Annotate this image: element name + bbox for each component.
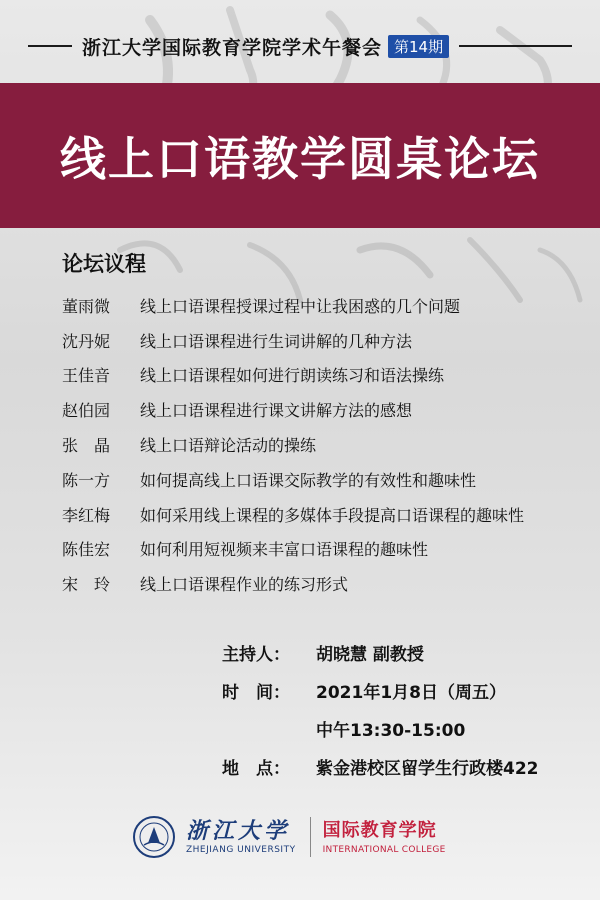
agenda-item <box>62 288 582 323</box>
time-value-2: 中午13:30-15:00 <box>316 720 466 741</box>
agenda-speaker: 沈丹妮 <box>62 331 111 351</box>
agenda-item <box>62 566 582 601</box>
agenda-speaker: 陈佳宏 <box>62 540 111 560</box>
agenda-item <box>62 323 582 358</box>
agenda-list <box>62 288 582 601</box>
agenda-speaker: 张 晶 <box>62 436 111 456</box>
header <box>28 32 572 60</box>
host-value: 胡晓慧 副教授 <box>316 644 424 665</box>
title-banner <box>0 83 600 228</box>
banner-title: 线上口语教学圆桌论坛 <box>60 131 540 186</box>
agenda-item <box>62 462 582 497</box>
footer-logos <box>132 812 446 862</box>
agenda-speaker: 王佳音 <box>62 366 111 386</box>
agenda-topic: 线上口语课程授课过程中让我困惑的几个问题 <box>140 296 461 316</box>
agenda-topic: 线上口语课程如何进行朗读练习和语法操练 <box>140 366 445 386</box>
header-rule-right <box>459 45 572 47</box>
agenda-heading: 论坛议程 <box>62 252 146 276</box>
host-row <box>222 633 592 671</box>
zju-english-name: ZHEJIANG UNIVERSITY <box>186 845 296 855</box>
college-english-name: INTERNATIONAL COLLEGE <box>322 844 446 855</box>
agenda-speaker: 董雨微 <box>62 296 111 316</box>
agenda-speaker: 赵伯园 <box>62 401 111 421</box>
zju-logo <box>186 819 296 855</box>
header-title: 浙江大学国际教育学院学术午餐会 <box>82 36 383 59</box>
agenda-speaker: 陈一方 <box>62 470 111 490</box>
time-label: 时 间： <box>222 682 290 703</box>
host-label: 主持人： <box>222 644 290 665</box>
time-row <box>222 671 592 709</box>
agenda-topic: 如何利用短视频来丰富口语课程的趣味性 <box>140 540 429 560</box>
agenda-item <box>62 532 582 567</box>
agenda-speaker: 李红梅 <box>62 505 111 525</box>
agenda-topic: 线上口语课程进行课文讲解方法的感想 <box>140 401 413 421</box>
issue-badge: 第14期 <box>388 35 449 58</box>
header-rule-left <box>28 45 72 47</box>
place-value: 紫金港校区留学生行政楼422 <box>316 758 539 779</box>
agenda-topic: 线上口语课程进行生词讲解的几种方法 <box>140 331 413 351</box>
time-value: 2021年1月8日（周五） <box>316 682 506 703</box>
agenda-topic: 线上口语辩论活动的操练 <box>140 436 317 456</box>
place-row <box>222 747 592 785</box>
agenda-item <box>62 358 582 393</box>
college-logo <box>323 820 446 855</box>
agenda-item <box>62 427 582 462</box>
time-row-2 <box>222 709 592 747</box>
zju-name: 浙江大学 <box>186 818 291 844</box>
place-label: 地 点： <box>222 758 290 779</box>
event-info <box>222 633 592 785</box>
agenda-item <box>62 497 582 532</box>
agenda-topic: 如何提高线上口语课交际教学的有效性和趣味性 <box>140 470 477 490</box>
agenda-topic: 线上口语课程作业的练习形式 <box>140 575 349 595</box>
college-name: 国际教育学院 <box>322 819 437 841</box>
logo-divider <box>310 817 311 857</box>
agenda-topic: 如何采用线上课程的多媒体手段提高口语课程的趣味性 <box>140 505 525 525</box>
agenda-item <box>62 392 582 427</box>
agenda-speaker: 宋 玲 <box>62 575 111 595</box>
zju-seal-icon <box>132 815 176 859</box>
